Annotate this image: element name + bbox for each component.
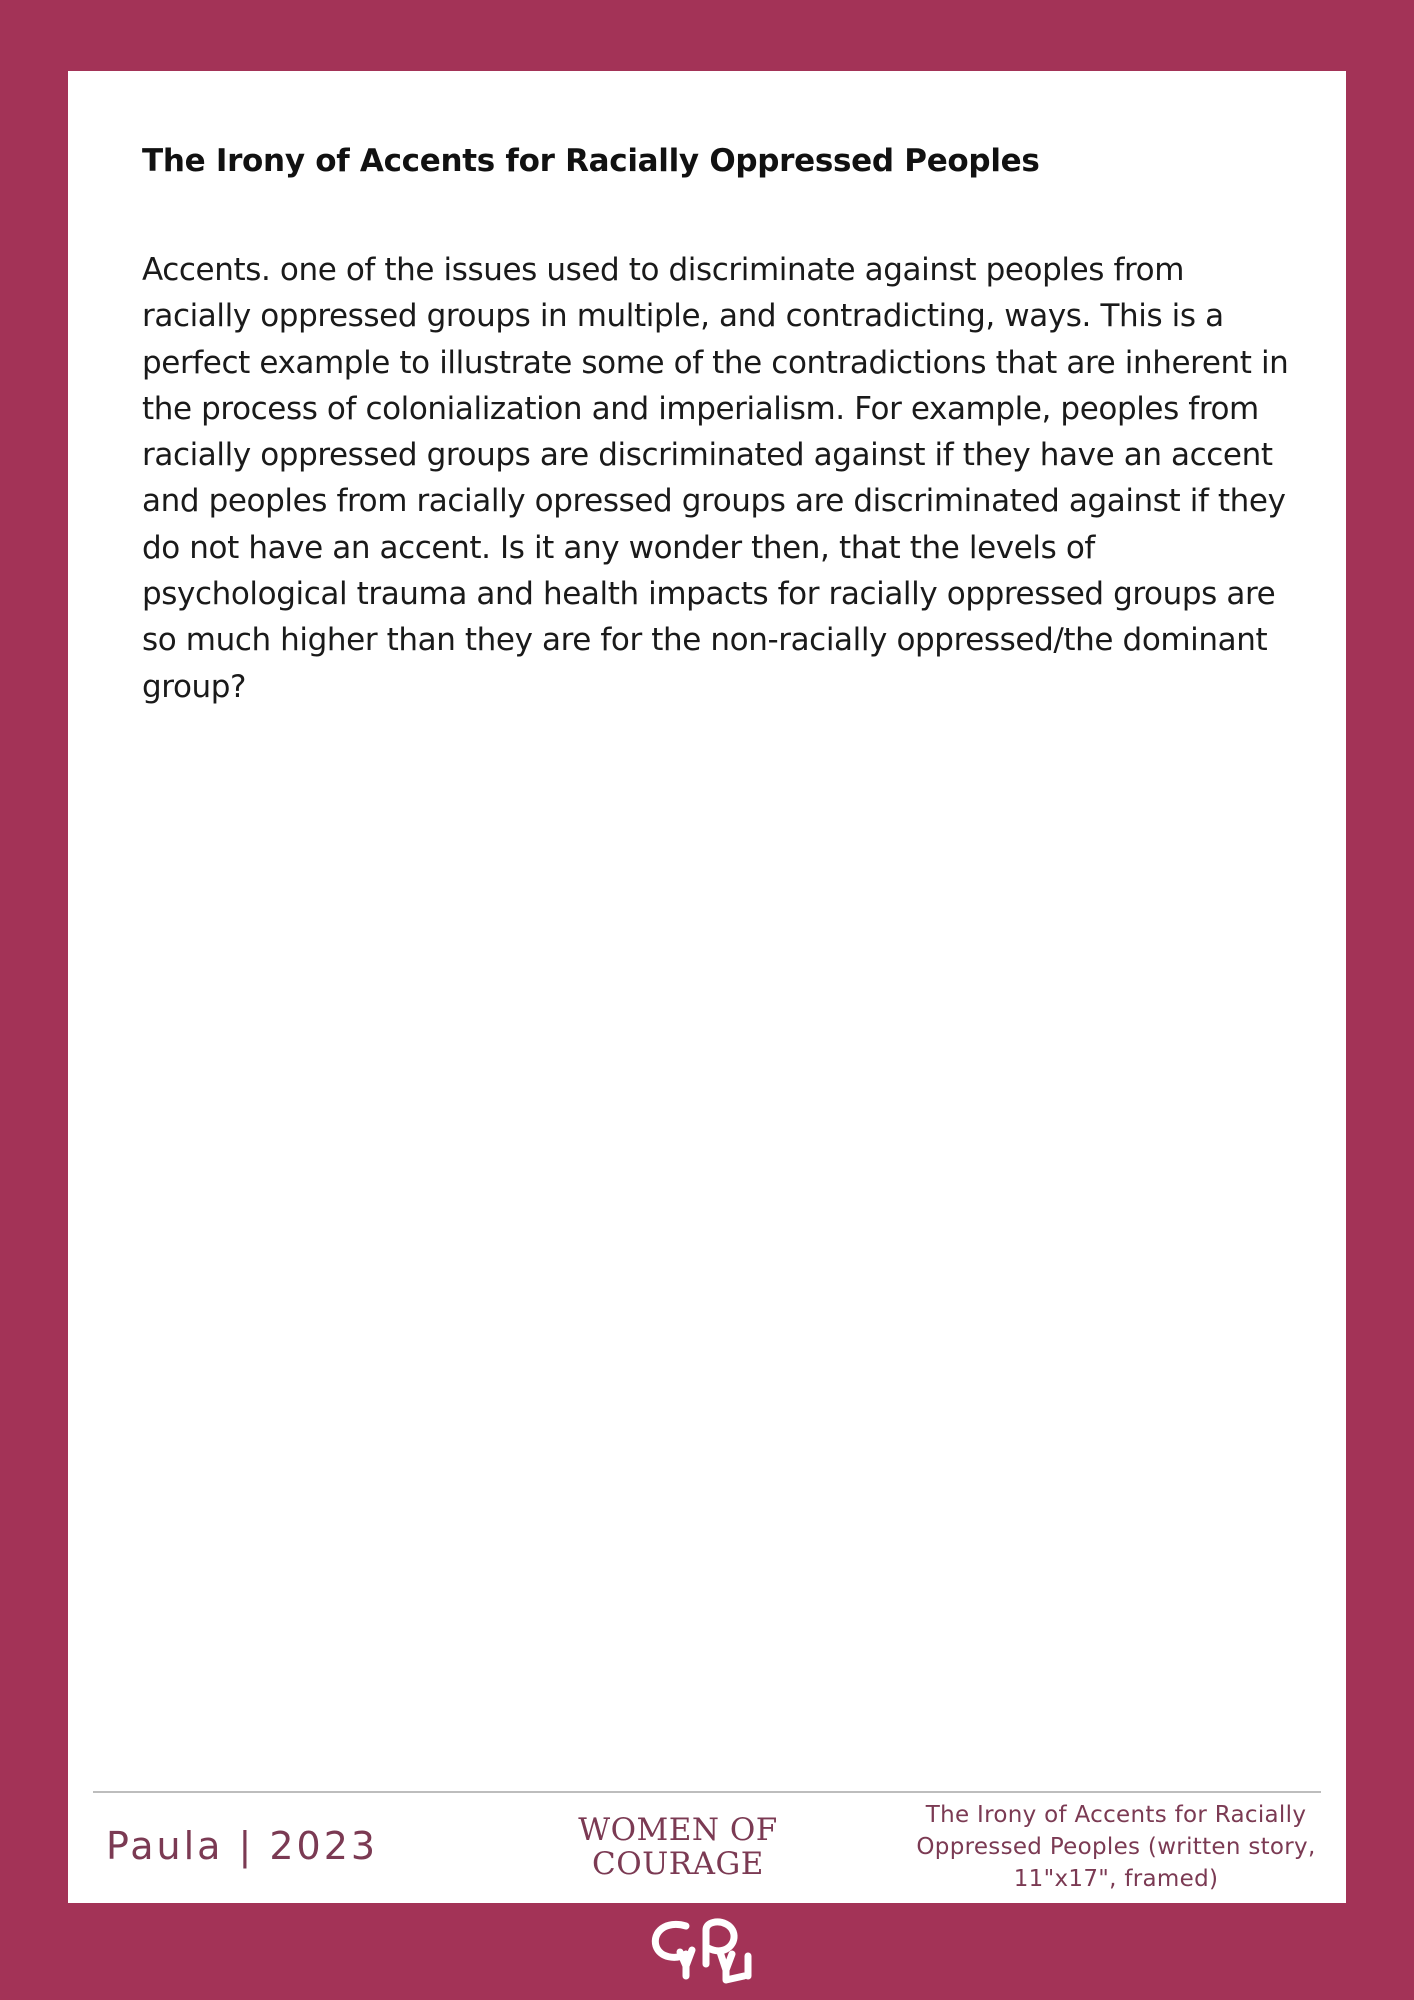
logo-line-1: WOMEN OF xyxy=(578,1812,778,1848)
footer-author-year: Paula | 2023 xyxy=(106,1824,379,1868)
signature-mark-icon xyxy=(648,1916,766,1988)
women-of-courage-logo xyxy=(548,1813,808,1881)
logo-line-2: COURAGE xyxy=(592,1846,764,1882)
document-page xyxy=(68,71,1346,1903)
footer-caption: The Irony of Accents for Racially Oppressed Peoples (written story, 11"x17", framed) xyxy=(916,1802,1316,1892)
footer-divider xyxy=(93,1791,1321,1793)
document-title: The Irony of Accents for Racially Oppressed Peoples xyxy=(142,143,1040,179)
document-body: Accents. one of the issues used to discriminate against peoples from racially oppressed groups in multiple, and contradicting, ways. This is a perfect example to illustrate some of the contradictions that are inherent in the process of colonialization and imperialism. For example, peoples from racially oppressed groups are discriminated against if they have an accent and peoples from racially opressed groups are discriminated against if they do not have an accent. Is it any wonder then, that the levels of psychological trauma and health impacts for racially oppressed groups are so much higher than they are for the non-racially oppressed/the dominant group? xyxy=(142,252,1289,705)
